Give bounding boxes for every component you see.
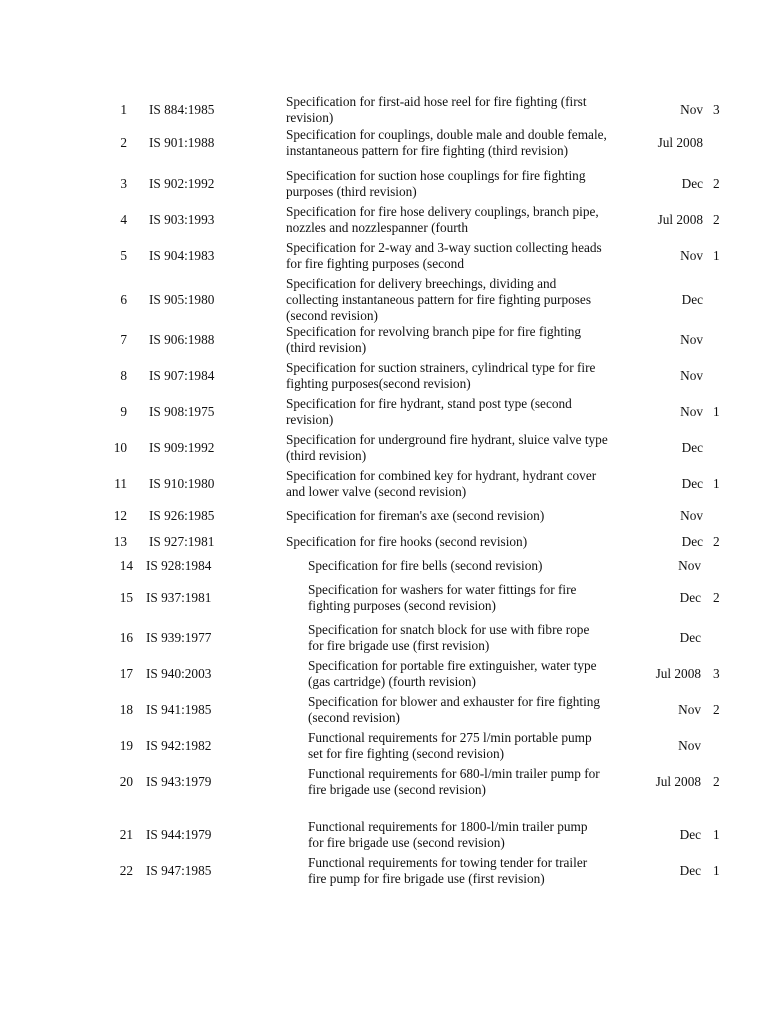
row-number: 4	[120, 212, 127, 227]
volume-number: 2	[713, 534, 720, 549]
issue-date: Nov	[680, 332, 703, 347]
table-row	[0, 324, 768, 356]
row-number: 12	[113, 508, 127, 523]
issue-date: Jul 2008	[657, 135, 703, 150]
issue-date: Dec	[679, 590, 701, 605]
description-line: instantaneous pattern for fire fighting (third revision)	[286, 143, 569, 158]
standard-description	[308, 658, 597, 690]
description-line: Functional requirements for 680-l/min trailer pump for	[308, 766, 600, 781]
table-row	[0, 168, 768, 200]
row-number: 14	[119, 558, 133, 573]
description-line: Specification for suction strainers, cylindrical type for fire	[286, 360, 596, 375]
standard-description	[286, 94, 587, 126]
description-line: revision)	[286, 412, 334, 427]
description-line: Specification for combined key for hydrant, hydrant cover	[286, 468, 597, 483]
description-line: Functional requirements for 1800-l/min trailer pump	[308, 819, 588, 834]
table-row	[0, 766, 768, 798]
description-line: Specification for fire hooks (second revision)	[286, 534, 528, 549]
description-line: Specification for fire bells (second revision)	[308, 558, 543, 573]
issue-date: Dec	[679, 863, 701, 878]
volume-number: 3	[713, 666, 720, 681]
issue-date: Nov	[678, 738, 701, 753]
description-line: Specification for blower and exhauster for fire fighting	[308, 694, 601, 709]
standard-description	[286, 168, 585, 200]
volume-number: 2	[713, 702, 720, 717]
description-line: Specification for fire hose delivery couplings, branch pipe,	[286, 204, 599, 219]
description-line: (third revision)	[286, 340, 367, 355]
volume-number: 1	[713, 248, 720, 263]
row-number: 10	[113, 440, 127, 455]
standard-code: IS 901:1988	[149, 135, 215, 150]
standard-description	[286, 360, 595, 392]
description-line: (second revision)	[308, 710, 400, 725]
row-number: 1	[120, 102, 127, 117]
issue-date: Nov	[680, 102, 703, 117]
standard-description	[286, 468, 596, 500]
standard-code: IS 908:1975	[149, 404, 215, 419]
standard-description	[308, 855, 587, 887]
table-row	[0, 94, 768, 126]
table-row	[0, 558, 768, 574]
description-line: fire pump for fire brigade use (first revision)	[308, 871, 545, 886]
table-row	[0, 204, 768, 236]
description-line: nozzles and nozzlespanner (fourth	[286, 220, 469, 235]
issue-date: Dec	[679, 630, 701, 645]
description-line: Specification for 2-way and 3-way suction collecting heads	[286, 240, 602, 255]
volume-number: 3	[713, 102, 720, 117]
volume-number: 2	[713, 212, 720, 227]
row-number: 11	[114, 476, 127, 491]
standard-code: IS 947:1985	[146, 863, 212, 878]
issue-date: Jul 2008	[655, 774, 701, 789]
standard-description	[286, 127, 607, 159]
volume-number: 1	[713, 827, 720, 842]
volume-number: 1	[713, 863, 720, 878]
row-number: 15	[119, 590, 133, 605]
row-number: 7	[120, 332, 127, 347]
standard-code: IS 907:1984	[149, 368, 215, 383]
table-row	[0, 622, 768, 654]
standard-description	[308, 622, 589, 654]
issue-date: Nov	[680, 508, 703, 523]
row-number: 16	[119, 630, 133, 645]
volume-number: 2	[713, 176, 720, 191]
standard-description	[286, 534, 527, 550]
standard-description	[308, 730, 592, 762]
table-row	[0, 730, 768, 762]
standard-description	[308, 766, 600, 798]
description-line: (gas cartridge) (fourth revision)	[308, 674, 476, 689]
standard-description	[286, 396, 572, 428]
standard-code: IS 940:2003	[146, 666, 212, 681]
standard-code: IS 904:1983	[149, 248, 215, 263]
description-line: Specification for first-aid hose reel for fire fighting (first	[286, 94, 587, 109]
standard-code: IS 939:1977	[146, 630, 212, 645]
description-line: Specification for suction hose couplings for fire fighting	[286, 168, 586, 183]
table-row	[0, 240, 768, 272]
description-line: Functional requirements for 275 l/min portable pump	[308, 730, 592, 745]
description-line: Specification for washers for water fittings for fire	[308, 582, 577, 597]
description-line: Specification for snatch block for use with fibre rope	[308, 622, 590, 637]
description-line: Specification for fire hydrant, stand post type (second	[286, 396, 572, 411]
description-line: Specification for underground fire hydrant, sluice valve type	[286, 432, 608, 447]
volume-number: 2	[713, 590, 720, 605]
row-number: 2	[120, 135, 127, 150]
standard-code: IS 944:1979	[146, 827, 212, 842]
standard-description	[286, 204, 599, 236]
description-line: Functional requirements for towing tender for trailer	[308, 855, 588, 870]
issue-date: Dec	[679, 827, 701, 842]
row-number: 22	[119, 863, 133, 878]
table-row	[0, 658, 768, 690]
standard-description	[286, 324, 581, 356]
table-row	[0, 508, 768, 524]
table-row	[0, 534, 768, 550]
standard-code: IS 943:1979	[146, 774, 212, 789]
description-line: for fire fighting purposes (second	[286, 256, 464, 271]
standard-description	[308, 582, 576, 614]
table-row	[0, 468, 768, 500]
standard-description	[286, 240, 602, 272]
table-row	[0, 432, 768, 464]
table-row	[0, 819, 768, 851]
standard-code: IS 937:1981	[146, 590, 212, 605]
standard-description	[308, 558, 542, 574]
standard-description	[286, 508, 544, 524]
table-row	[0, 127, 768, 159]
standard-code: IS 942:1982	[146, 738, 212, 753]
issue-date: Nov	[680, 368, 703, 383]
row-number: 5	[120, 248, 127, 263]
description-line: fighting purposes (second revision)	[308, 598, 496, 613]
standard-code: IS 903:1993	[149, 212, 215, 227]
standard-description	[308, 694, 600, 726]
row-number: 19	[119, 738, 133, 753]
standard-code: IS 927:1981	[149, 534, 215, 549]
row-number: 13	[113, 534, 127, 549]
row-number: 21	[119, 827, 133, 842]
description-line: set for fire fighting (second revision)	[308, 746, 505, 761]
table-row	[0, 582, 768, 614]
description-line: for fire brigade use (first revision)	[308, 638, 490, 653]
issue-date: Dec	[681, 440, 703, 455]
row-number: 18	[119, 702, 133, 717]
row-number: 6	[120, 292, 127, 307]
description-line: purposes (third revision)	[286, 184, 417, 199]
volume-number: 2	[713, 774, 720, 789]
standard-code: IS 909:1992	[149, 440, 215, 455]
description-line: collecting instantaneous pattern for fire fighting purposes	[286, 292, 592, 307]
issue-date: Dec	[681, 292, 703, 307]
standard-code: IS 928:1984	[146, 558, 212, 573]
description-line: revision)	[286, 110, 334, 125]
description-line: Specification for delivery breechings, dividing and	[286, 276, 557, 291]
standard-code: IS 941:1985	[146, 702, 212, 717]
issue-date: Dec	[681, 534, 703, 549]
row-number: 17	[119, 666, 133, 681]
volume-number: 1	[713, 404, 720, 419]
standard-description	[308, 819, 588, 851]
issue-date: Nov	[680, 248, 703, 263]
volume-number: 1	[713, 476, 720, 491]
row-number: 8	[120, 368, 127, 383]
description-line: fighting purposes(second revision)	[286, 376, 471, 391]
issue-date: Jul 2008	[655, 666, 701, 681]
description-line: and lower valve (second revision)	[286, 484, 467, 499]
description-line: fire brigade use (second revision)	[308, 782, 486, 797]
description-line: (third revision)	[286, 448, 367, 463]
description-line: for fire brigade use (second revision)	[308, 835, 505, 850]
row-number: 9	[120, 404, 127, 419]
table-row	[0, 396, 768, 428]
issue-date: Dec	[681, 476, 703, 491]
issue-date: Nov	[680, 404, 703, 419]
standard-description	[286, 276, 591, 324]
description-line: Specification for fireman's axe (second revision)	[286, 508, 545, 523]
description-line: Specification for couplings, double male and double female,	[286, 127, 607, 142]
standard-code: IS 926:1985	[149, 508, 215, 523]
row-number: 3	[120, 176, 127, 191]
standard-code: IS 902:1992	[149, 176, 215, 191]
standard-code: IS 905:1980	[149, 292, 215, 307]
description-line: Specification for portable fire extinguisher, water type	[308, 658, 597, 673]
standard-code: IS 906:1988	[149, 332, 215, 347]
issue-date: Nov	[678, 558, 701, 573]
issue-date: Jul 2008	[657, 212, 703, 227]
description-line: Specification for revolving branch pipe for fire fighting	[286, 324, 582, 339]
issue-date: Dec	[681, 176, 703, 191]
standard-description	[286, 432, 608, 464]
standard-code: IS 910:1980	[149, 476, 215, 491]
table-row	[0, 360, 768, 392]
table-row	[0, 276, 768, 324]
standard-code: IS 884:1985	[149, 102, 215, 117]
table-row	[0, 694, 768, 726]
issue-date: Nov	[678, 702, 701, 717]
description-line: (second revision)	[286, 308, 378, 323]
table-row	[0, 855, 768, 887]
row-number: 20	[119, 774, 133, 789]
